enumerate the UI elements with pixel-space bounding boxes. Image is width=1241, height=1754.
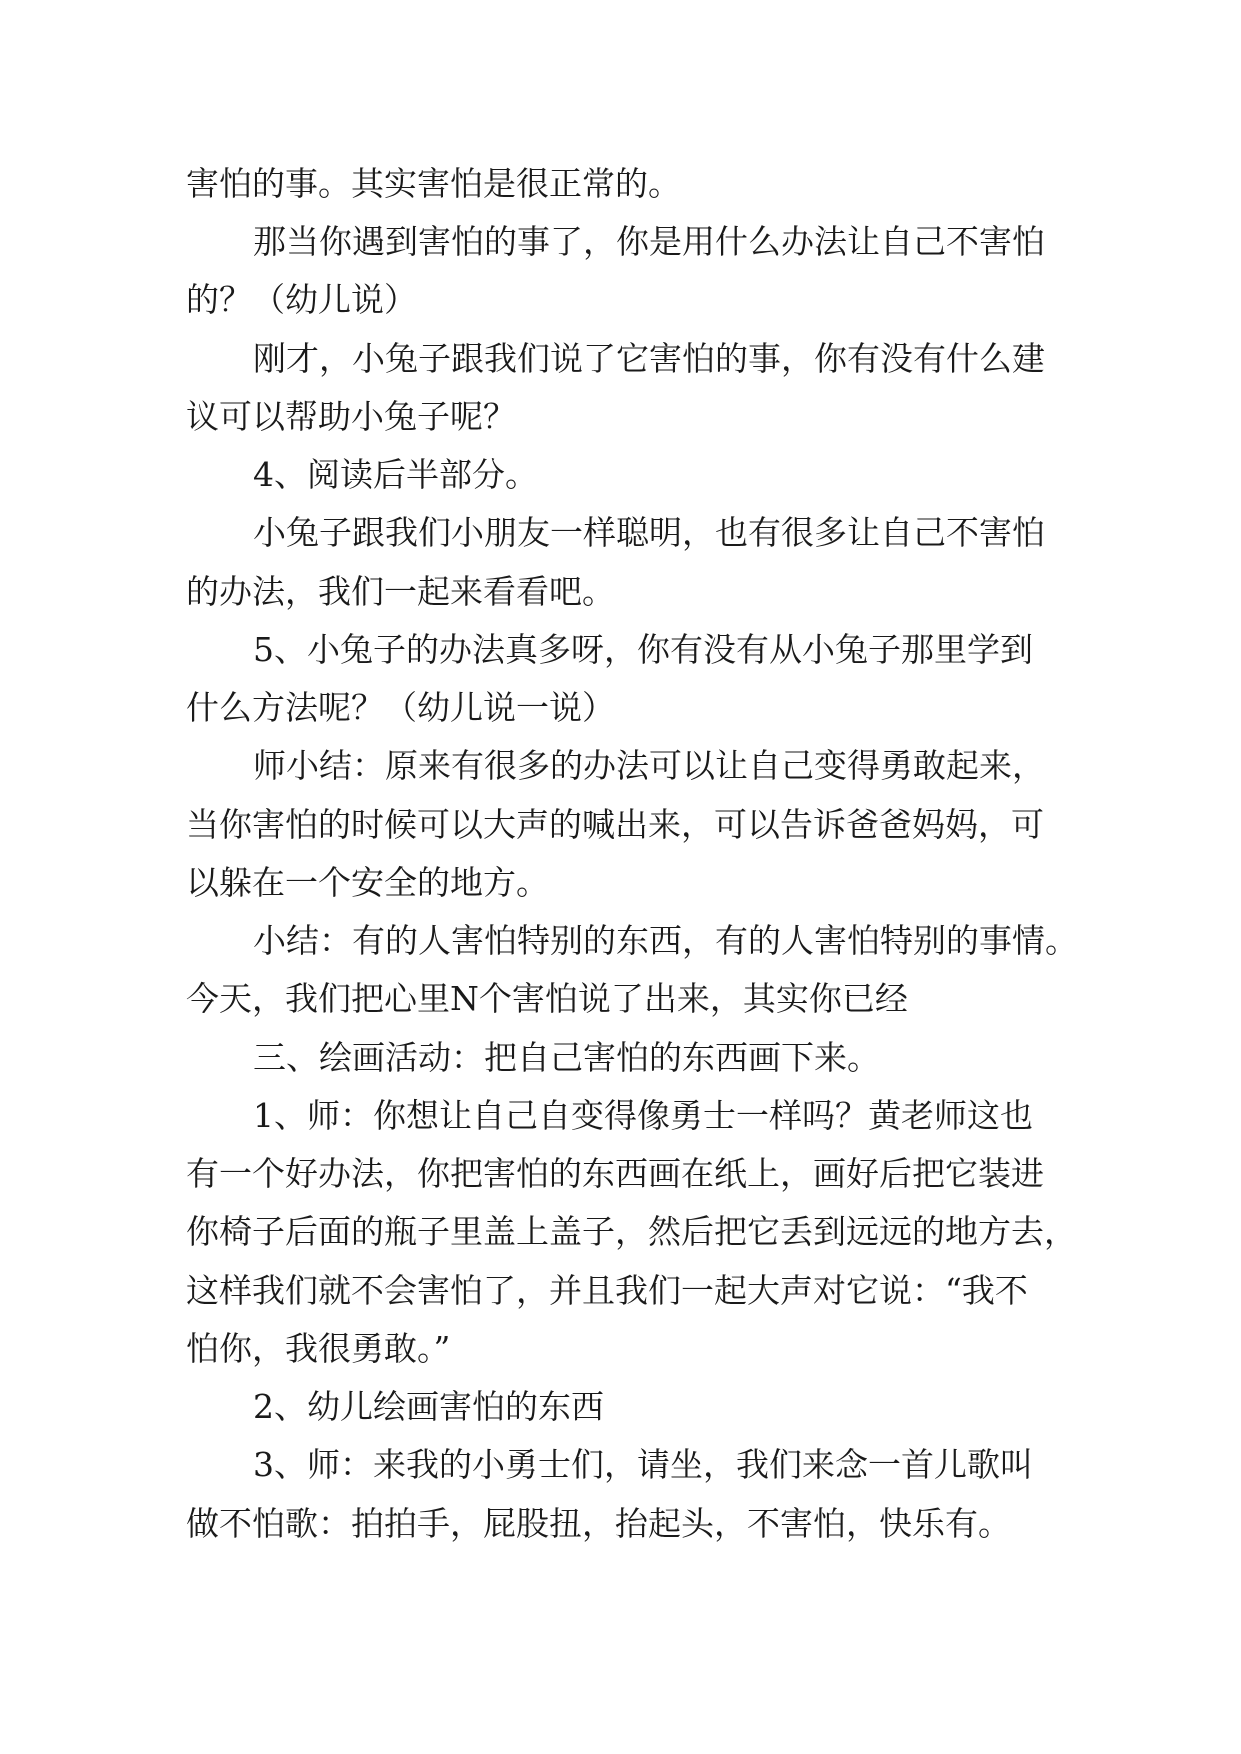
text-line: 当你害怕的时候可以大声的喊出来，可以告诉爸爸妈妈，可 (186, 805, 1044, 844)
text-line: 3、师：来我的小勇士们，请坐，我们来念一首儿歌叫 (253, 1445, 1033, 1484)
text-line: 什么方法呢？（幼儿说一说） (186, 688, 615, 727)
text-line: 2、幼儿绘画害怕的东西 (253, 1387, 604, 1426)
text-line: 5、小兔子的办法真多呀，你有没有从小兔子那里学到 (253, 630, 1033, 669)
text-line: 以躲在一个安全的地方。 (186, 863, 549, 902)
text-line: 1、师：你想让自己自变得像勇士一样吗？黄老师这也 (253, 1096, 1033, 1135)
text-line: 做不怕歌：拍拍手，屁股扭，抬起头，不害怕，快乐有。 (186, 1504, 1011, 1543)
text-line: 今天，我们把心里N个害怕说了出来，其实你已经 (186, 979, 908, 1018)
text-line: 你椅子后面的瓶子里盖上盖子，然后把它丢到远远的地方去， (186, 1212, 1077, 1251)
text-line: 4、阅读后半部分。 (253, 455, 538, 494)
text-line: 的？（幼儿说） (186, 280, 417, 319)
text-line: 这样我们就不会害怕了，并且我们一起大声对它说：“我不 (186, 1271, 1028, 1310)
text-line: 怕你，我很勇敢。” (186, 1329, 451, 1368)
text-line: 师小结：原来有很多的办法可以让自己变得勇敢起来， (253, 746, 1045, 785)
text-line: 议可以帮助小兔子呢？ (186, 397, 516, 436)
text-line: 有一个好办法，你把害怕的东西画在纸上，画好后把它装进 (186, 1154, 1044, 1193)
text-line: 害怕的事。其实害怕是很正常的。 (186, 164, 681, 203)
text-line: 刚才，小兔子跟我们说了它害怕的事，你有没有什么建 (253, 339, 1045, 378)
text-line: 的办法，我们一起来看看吧。 (186, 572, 615, 611)
text-line: 小结：有的人害怕特别的东西，有的人害怕特别的事情。 (253, 921, 1078, 960)
text-line: 小兔子跟我们小朋友一样聪明，也有很多让自己不害怕 (253, 513, 1045, 552)
text-line: 三、绘画活动：把自己害怕的东西画下来。 (253, 1038, 880, 1077)
text-line: 那当你遇到害怕的事了，你是用什么办法让自己不害怕 (253, 222, 1045, 261)
